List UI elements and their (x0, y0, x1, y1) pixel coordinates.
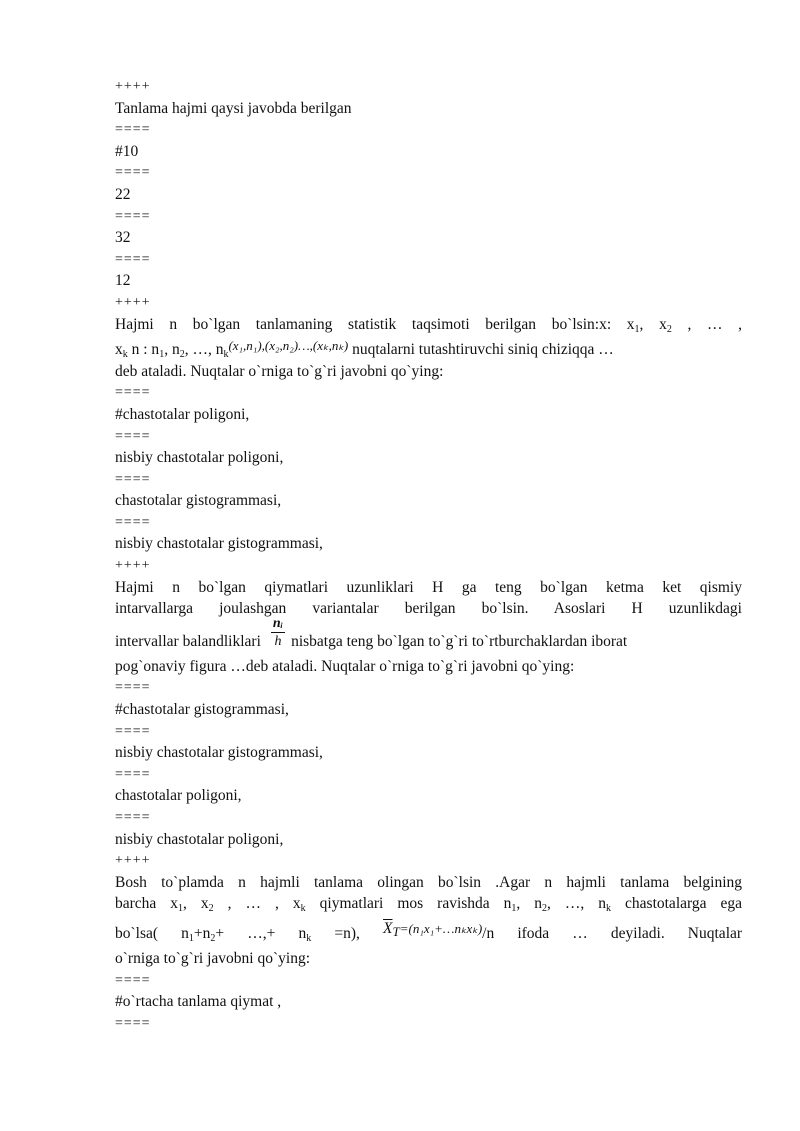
points-formula: (x₁,n₁),(x₂,n₂)…,(xₖ,nₖ) (228, 338, 349, 354)
answer-separator: ==== (115, 766, 151, 782)
question-text-line: intervallar balandliklari $\frac{\text{nᵢ}}{h}$ nisbatga teng bo`lgan to`g`ri to`rtburchaklardan iborat (115, 615, 628, 650)
answer-option: 22 (115, 185, 131, 203)
question-separator: ++++ (115, 558, 151, 574)
answer-separator: ==== (115, 122, 151, 138)
answer-option: #10 (115, 142, 139, 160)
answer-separator: ==== (115, 471, 151, 487)
question-text-line: intarvallarga joulashgan variantalar berilgan bo`lsin. Asoslari H uzunlikdagi (115, 600, 742, 618)
answer-separator: ==== (115, 165, 151, 181)
answer-separator: ==== (115, 385, 151, 401)
answer-option: 32 (115, 229, 131, 247)
question-text-line: deb ataladi. Nuqtalar o`rniga to`g`ri javobni qo`ying: (115, 362, 444, 380)
answer-separator: ==== (115, 723, 151, 739)
question-text-line: $x_k$ n : $n_1$, $n_2$, …, $n_k^{(x_1,n_1),(x_2,n_2)\dots,(x_k,n_k)}$ nuqtalarni tutashtiruvchi siniq chiziqqa … (115, 338, 614, 361)
question-text-line: o`rniga to`g`ri javobni qo`ying: (115, 949, 310, 967)
answer-separator: ==== (115, 972, 151, 988)
answer-separator: ==== (115, 514, 151, 530)
question-text-line: pog`onaviy figura …deb ataladi. Nuqtalar o`rniga to`g`ri javobni qo`ying: (115, 657, 575, 675)
answer-separator: ==== (115, 208, 151, 224)
question-text: Tanlama hajmi qaysi javobda berilgan (115, 99, 352, 117)
answer-option: nisbiy chastotalar gistogrammasi, (115, 535, 323, 553)
answer-option: #chastotalar poligoni, (115, 405, 250, 423)
sample-mean-formula: $\overline{X}_T=(n_1x_1+\dots n_kx_k)$ (383, 919, 483, 939)
answer-separator: ==== (115, 1015, 151, 1031)
question-text-line: bo`lsa( $n_1+n_2+$ …,+ $n_k =n$), $\overline{X}_T=(n_1x_1+\dots n_kx_k)/n$ ifoda … deyiladi. Nuqtalar (115, 919, 743, 944)
question-separator: ++++ (115, 79, 151, 94)
answer-separator: ==== (115, 251, 151, 267)
question-text-line: Hajmi n bo`lgan tanlamaning statistik taqsimoti berilgan bo`lsin:x: $x_1$, $x_2$ , … , (115, 315, 743, 335)
answer-option: #chastotalar gistogrammasi, (115, 701, 289, 719)
question-text-line: Bosh to`plamda n hajmli tanlama olingan bo`lsin .Agar n hajmli tanlama belgining (115, 873, 742, 891)
answer-separator: ==== (115, 428, 151, 444)
answer-option: nisbiy chastotalar poligoni, (115, 830, 284, 848)
answer-option: 12 (115, 272, 131, 290)
ratio-fraction: $\frac{\text{nᵢ}}{h}$ (272, 615, 284, 649)
question-separator: ++++ (115, 853, 151, 869)
answer-option: nisbiy chastotalar gistogrammasi, (115, 744, 323, 762)
answer-separator: ==== (115, 680, 151, 696)
answer-option: nisbiy chastotalar poligoni, (115, 449, 284, 467)
question-separator: ++++ (115, 294, 151, 310)
document-page (115, 76, 742, 1034)
question-text-line: barcha $x_1$, $x_2$ , … , $x_k$ qiymatlari mos ravishda $n_1$, $n_2$, …, $n_k$ chastotalarga ega (115, 895, 743, 915)
answer-separator: ==== (115, 810, 151, 825)
question-text-line: Hajmi n bo`lgan qiymatlari uzunliklari H ga teng bo`lgan ketma ket qismiy (115, 578, 742, 596)
answer-option: chastotalar gistogrammasi, (115, 492, 282, 510)
answer-option: #o`rtacha tanlama qiymat , (115, 993, 282, 1011)
answer-option: chastotalar poligoni, (115, 787, 242, 805)
